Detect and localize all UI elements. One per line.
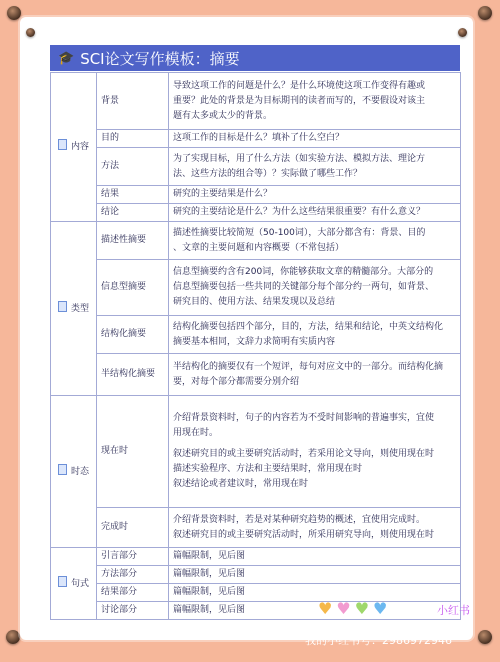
row-text: 半结构化的摘要仅有一个短评，每句对应文中的一部分。而结构化摘 要，对每个部分都需要分别介绍 xyxy=(169,354,461,396)
row-text: 描述性摘要比较简短（50-100词），大部分都含有：背景、目的 、文章的主要问题和内容概要（不常包括） xyxy=(169,222,461,260)
row-label: 信息型摘要 xyxy=(97,260,169,316)
row-label: 方法部分 xyxy=(97,566,169,584)
table-row xyxy=(51,148,461,186)
pin-icon xyxy=(458,28,467,37)
category-sentence: 句式 xyxy=(51,548,97,620)
row-label: 完成时 xyxy=(97,508,169,548)
pin-icon xyxy=(478,6,492,20)
table-row xyxy=(51,584,461,602)
row-label: 半结构化摘要 xyxy=(97,354,169,396)
document-icon xyxy=(58,301,67,312)
table-row xyxy=(51,508,461,548)
row-label: 方法 xyxy=(97,148,169,186)
row-text: 导致这项工作的问题是什么？是什么环境使这项工作变得有趣或 重要？此处的背景是为目标期刊的读者而写的，不要假设对该主 题有太多或太少的背景。 xyxy=(169,73,461,130)
row-label: 讨论部分 xyxy=(97,602,169,620)
table-row xyxy=(51,260,461,316)
table-row xyxy=(51,548,461,566)
row-text: 篇幅限制，见后图 xyxy=(169,548,461,566)
heart-icon: ♥ xyxy=(318,599,333,618)
table-row xyxy=(51,566,461,584)
row-text: 结构化摘要包括四个部分，目的，方法，结果和结论，中英文结构化 摘要基本相同，文辞力求简明有实质内容 xyxy=(169,316,461,354)
pin-icon xyxy=(7,6,21,20)
table-row xyxy=(51,204,461,222)
document-icon xyxy=(58,139,67,150)
row-label: 结果部分 xyxy=(97,584,169,602)
page-title: SCI论文写作模板：摘要 xyxy=(80,49,240,68)
row-label: 描述性摘要 xyxy=(97,222,169,260)
row-text: 研究的主要结论是什么？为什么这些结果很重要？有什么意义？ xyxy=(169,204,461,222)
table-row xyxy=(51,222,461,260)
row-text: 篇幅限制，见后图 xyxy=(169,584,461,602)
pin-icon xyxy=(26,28,35,37)
table-row xyxy=(51,130,461,148)
watermark-logo: 小红书 xyxy=(437,604,470,617)
row-text: 篇幅限制，见后图 xyxy=(169,566,461,584)
row-label: 结果 xyxy=(97,186,169,204)
abstract-template-table xyxy=(50,72,461,620)
document-icon xyxy=(58,464,67,475)
table-row xyxy=(51,602,461,620)
row-label: 结论 xyxy=(97,204,169,222)
page-title-bar xyxy=(50,45,460,71)
row-label: 背景 xyxy=(97,73,169,130)
heart-icon: ♥ xyxy=(336,599,351,618)
row-text: 研究的主要结果是什么？ xyxy=(169,186,461,204)
heart-icon: ♥ xyxy=(354,599,370,618)
table-row xyxy=(51,316,461,354)
table-row xyxy=(51,396,461,508)
table-row xyxy=(51,73,461,130)
category-tense: 时态 xyxy=(51,396,97,548)
sticker-hearts xyxy=(318,600,387,618)
row-label: 目的 xyxy=(97,130,169,148)
row-text: 为了实现目标，用了什么方法（如实验方法、模拟方法、理论方 法、这些方法的组合等）？实际做了哪些工作？ xyxy=(169,148,461,186)
graduation-cap-icon: 🎓 xyxy=(58,50,75,66)
document-icon xyxy=(58,576,67,587)
row-text: 信息型摘要约含有200词，你能够获取文章的精髓部分。大部分的 信息型摘要包括一些共同的关键部分每个部分约一两句，如背景、 研究目的、使用方法、结果发现以及总结 xyxy=(169,260,461,316)
table-row xyxy=(51,186,461,204)
category-type: 类型 xyxy=(51,222,97,396)
row-text: 篇幅限制，见后图 xyxy=(169,602,461,620)
category-content: 内容 xyxy=(51,73,97,222)
heart-icon: ♥ xyxy=(373,599,388,618)
footer-account-id: 我的小红书号：2986972946 xyxy=(305,634,452,647)
pin-icon xyxy=(478,630,492,644)
pin-icon xyxy=(6,630,20,644)
table-row xyxy=(51,354,461,396)
row-text: 介绍背景资料时，句子的内容若为不受时间影响的普遍事实，宜使 用现在时。 叙述研究目的或主要研究活动时，若采用论文导向，则使用现在时 描述实验程序、方法和主要结果时，常用现在时 叙述结论或者建议时，常用现在时 xyxy=(169,396,461,508)
row-text: 这项工作的目标是什么？填补了什么空白？ xyxy=(169,130,461,148)
row-label: 现在时 xyxy=(97,396,169,508)
row-text: 介绍背景资料时，若是对某种研究趋势的概述，宜使用完成时。 叙述研究目的或主要研究活动时，所采用研究导向，则使用现在时 xyxy=(169,508,461,548)
row-label: 引言部分 xyxy=(97,548,169,566)
row-label: 结构化摘要 xyxy=(97,316,169,354)
